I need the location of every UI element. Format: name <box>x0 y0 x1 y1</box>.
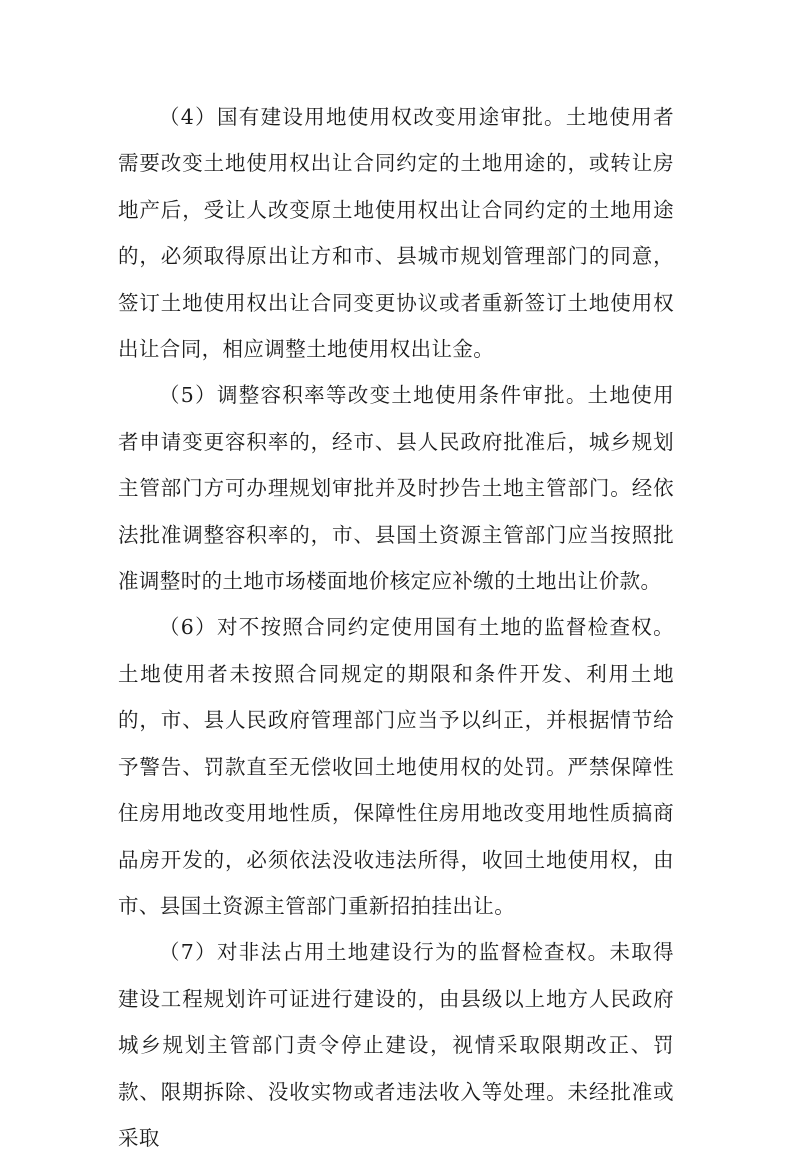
paragraph-7: （7）对非法占用土地建设行为的监督检查权。未取得建设工程规划许可证进行建设的，由县级以上地方人民政府城乡规划主管部门责令停止建设，视情采取限期改正、罚款、限期拆除、没收实物或者违法收入等处理。未经批准或采取 <box>118 940 674 1150</box>
paragraph-4: （4）国有建设用地使用权改变用途审批。土地使用者需要改变土地使用权出让合同约定的土地用途的，或转让房地产后，受让人改变原土地使用权出让合同约定的土地用途的，必须取得原出让方和市、县城市规划管理部门的同意，签订土地使用权出让合同变更协议或者重新签订土地使用权出让合同，相应调整土地使用权出让金。 <box>118 105 674 362</box>
paragraph-5: （5）调整容积率等改变土地使用条件审批。土地使用者申请变更容积率的，经市、县人民政府批准后，城乡规划主管部门方可办理规划审批并及时抄告土地主管部门。经依法批准调整容积率的，市、县国土资源主管部门应当按照批准调整时的土地市场楼面地价核定应补缴的土地出让价款。 <box>118 383 674 594</box>
document-body <box>118 94 674 1161</box>
paragraph-6: （6）对不按照合同约定使用国有土地的监督检查权。土地使用者未按照合同规定的期限和条件开发、利用土地的，市、县人民政府管理部门应当予以纠正，并根据情节给予警告、罚款直至无偿收回土地使用权的处罚。严禁保障性住房用地改变用地性质，保障性住房用地改变用地性质搞商品房开发的，必须依法没收违法所得，收回土地使用权，由市、县国土资源主管部门重新招拍挂出让。 <box>118 615 674 918</box>
